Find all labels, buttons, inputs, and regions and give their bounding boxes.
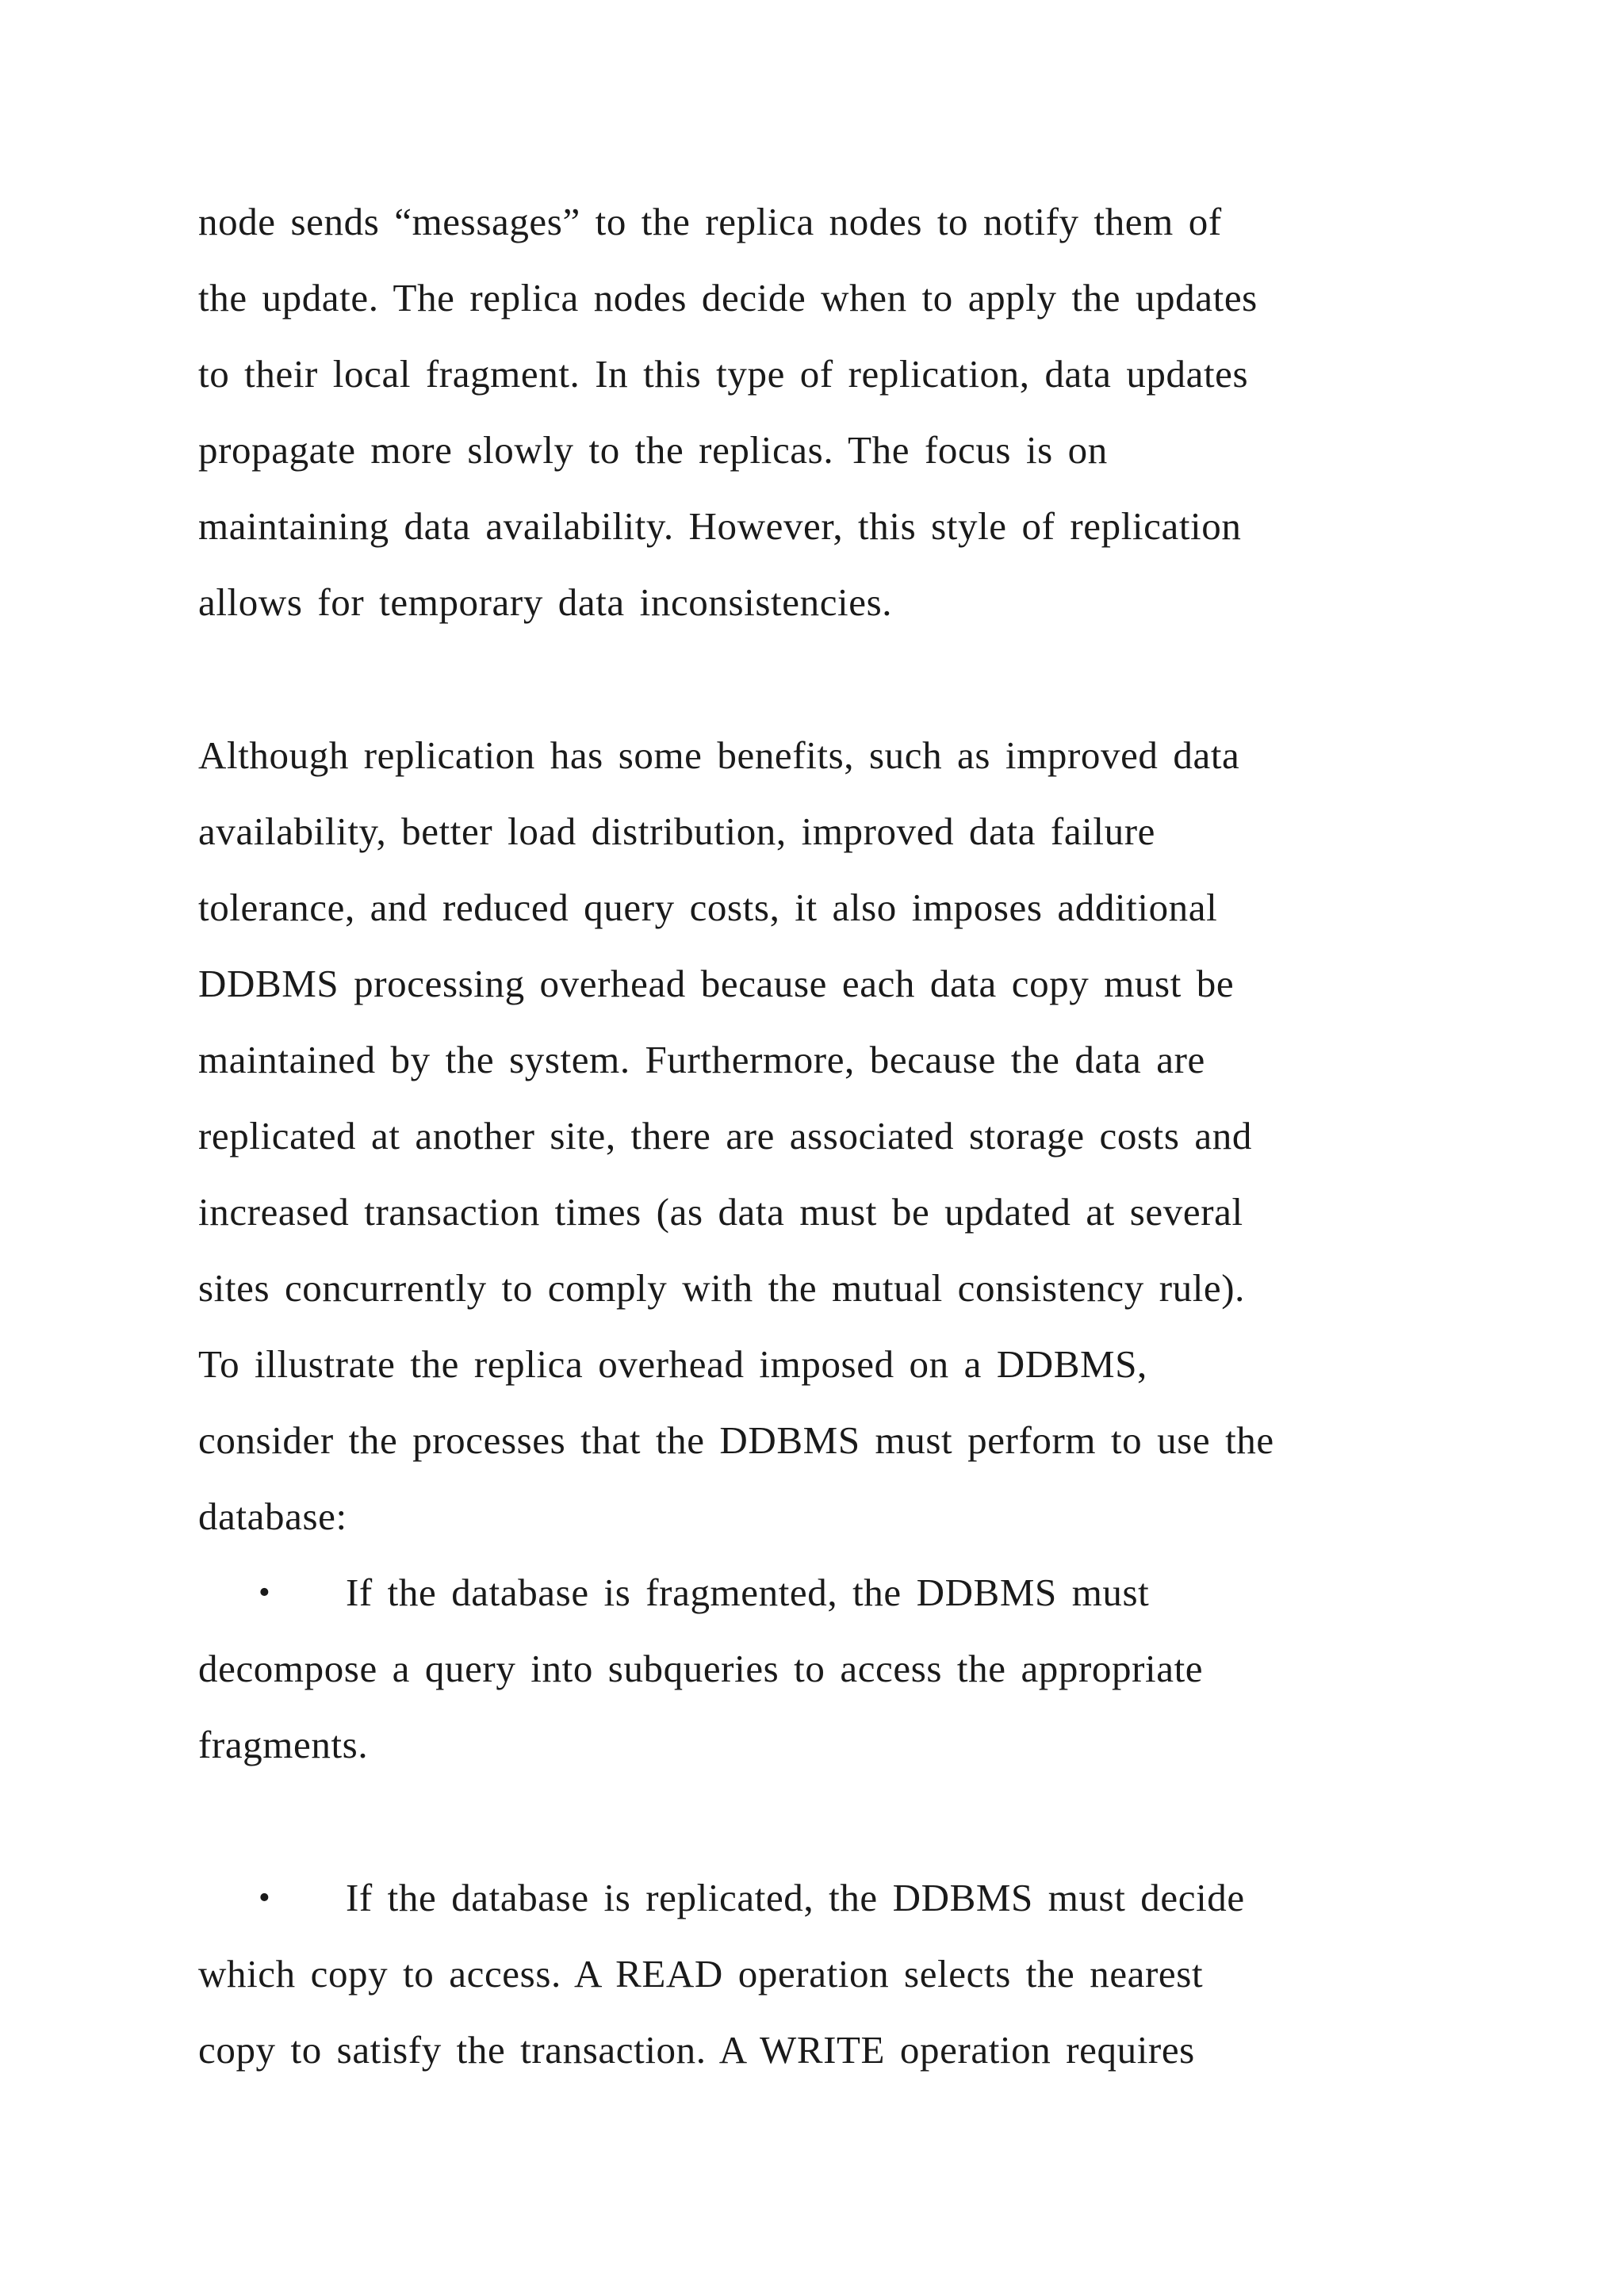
text-line: If the database is replicated, the DDBMS must decide [346,1876,1245,1919]
bullet-marker: • [259,1880,270,1916]
text-line: maintained by the system. Furthermore, because the data are [198,1038,1205,1081]
text-line: decompose a query into subqueries to access the appropriate [198,1647,1204,1690]
text-line: consider the processes that the DDBMS must perform to use the [198,1418,1274,1462]
text-line: maintaining data availability. However, this style of replication [198,504,1242,548]
text-line: fragments. [198,1723,369,1766]
text-line: To illustrate the replica overhead imposed on a DDBMS, [198,1342,1147,1386]
text-line: tolerance, and reduced query costs, it also imposes additional [198,886,1218,929]
text-line: database: [198,1494,347,1538]
text-line: sites concurrently to comply with the mutual consistency rule). [198,1266,1246,1310]
text-line: the update. The replica nodes decide when to apply the updates [198,276,1258,320]
text-line: which copy to access. A READ operation selects the nearest [198,1952,1204,1996]
text-line: replicated at another site, there are associated storage costs and [198,1114,1252,1158]
text-line: to their local fragment. In this type of replication, data updates [198,352,1249,396]
text-line: allows for temporary data inconsistencies. [198,580,893,624]
text-line: DDBMS processing overhead because each data copy must be [198,962,1235,1005]
bullet-marker: • [259,1575,270,1611]
text-line: increased transaction times (as data must be updated at several [198,1190,1243,1234]
text-line: Although replication has some benefits, such as improved data [198,733,1240,777]
text-line: If the database is fragmented, the DDBMS must [346,1571,1150,1614]
text-line: propagate more slowly to the replicas. The focus is on [198,428,1108,472]
text-line: copy to satisfy the transaction. A WRITE operation requires [198,2028,1195,2072]
text-line: availability, better load distribution, improved data failure [198,809,1155,853]
text-line: node sends “messages” to the replica nodes to notify them of [198,200,1222,243]
